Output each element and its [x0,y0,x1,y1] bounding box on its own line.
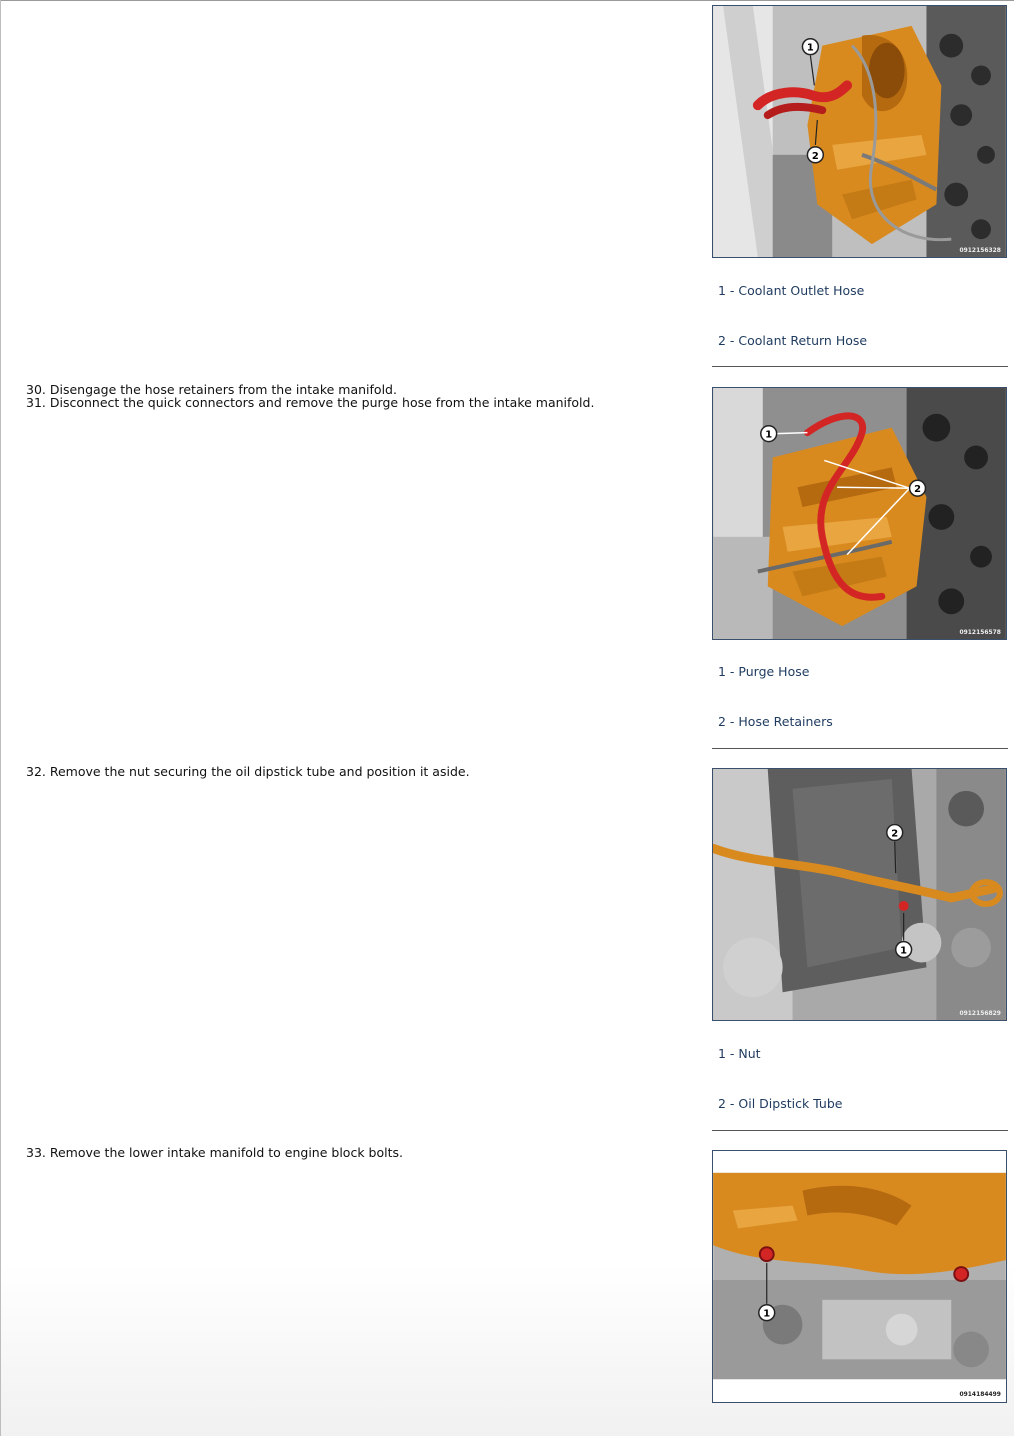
figure-purge-hose [712,387,1007,640]
image-code: 0912156578 [959,629,1001,637]
callout-2 [807,147,823,163]
image-code: 0912156328 [959,247,1001,255]
legend-item: 1 - Purge Hose [718,664,810,679]
oil-dipstick-illustration [713,769,1006,1020]
svg-text:2: 2 [811,150,819,162]
callout-1 [802,39,818,55]
step-30: 30. Disengage the hose retainers from the intake manifold. [26,382,397,397]
figure-intake-bolts [712,1150,1007,1403]
separator [712,366,1008,367]
svg-text:1: 1 [765,429,773,441]
separator [712,748,1008,749]
separator [712,1130,1008,1131]
page-top-border [0,0,1014,1]
callout-1 [761,426,777,442]
step-31: 31. Disconnect the quick connectors and remove the purge hose from the intake manifold. [26,395,595,410]
coolant-hoses-illustration [713,6,1006,257]
intake-bolts-illustration [713,1151,1006,1402]
image-code: 0912156829 [959,1010,1001,1018]
legend-item: 1 - Coolant Outlet Hose [718,283,865,298]
page-left-border [0,0,1,1436]
svg-text:1: 1 [900,945,908,957]
svg-text:2: 2 [891,828,899,840]
purge-hose-illustration [713,388,1006,639]
legend-item: 2 - Oil Dipstick Tube [718,1096,843,1111]
callout-1 [896,942,912,958]
legend-item: 2 - Hose Retainers [718,714,833,729]
figure-coolant-hoses [712,5,1007,258]
step-33: 33. Remove the lower intake manifold to engine block bolts. [26,1145,403,1160]
svg-text:2: 2 [914,484,921,496]
callout-1 [759,1305,775,1321]
callout-2 [887,825,903,841]
callout-2 [910,480,926,496]
figure-oil-dipstick [712,768,1007,1021]
svg-text:1: 1 [763,1308,771,1320]
image-code: 0914184499 [959,1391,1001,1399]
legend-item: 2 - Coolant Return Hose [718,333,868,348]
step-32: 32. Remove the nut securing the oil dipstick tube and position it aside. [26,764,470,779]
svg-text:1: 1 [806,42,814,54]
legend-item: 1 - Nut [718,1046,761,1061]
